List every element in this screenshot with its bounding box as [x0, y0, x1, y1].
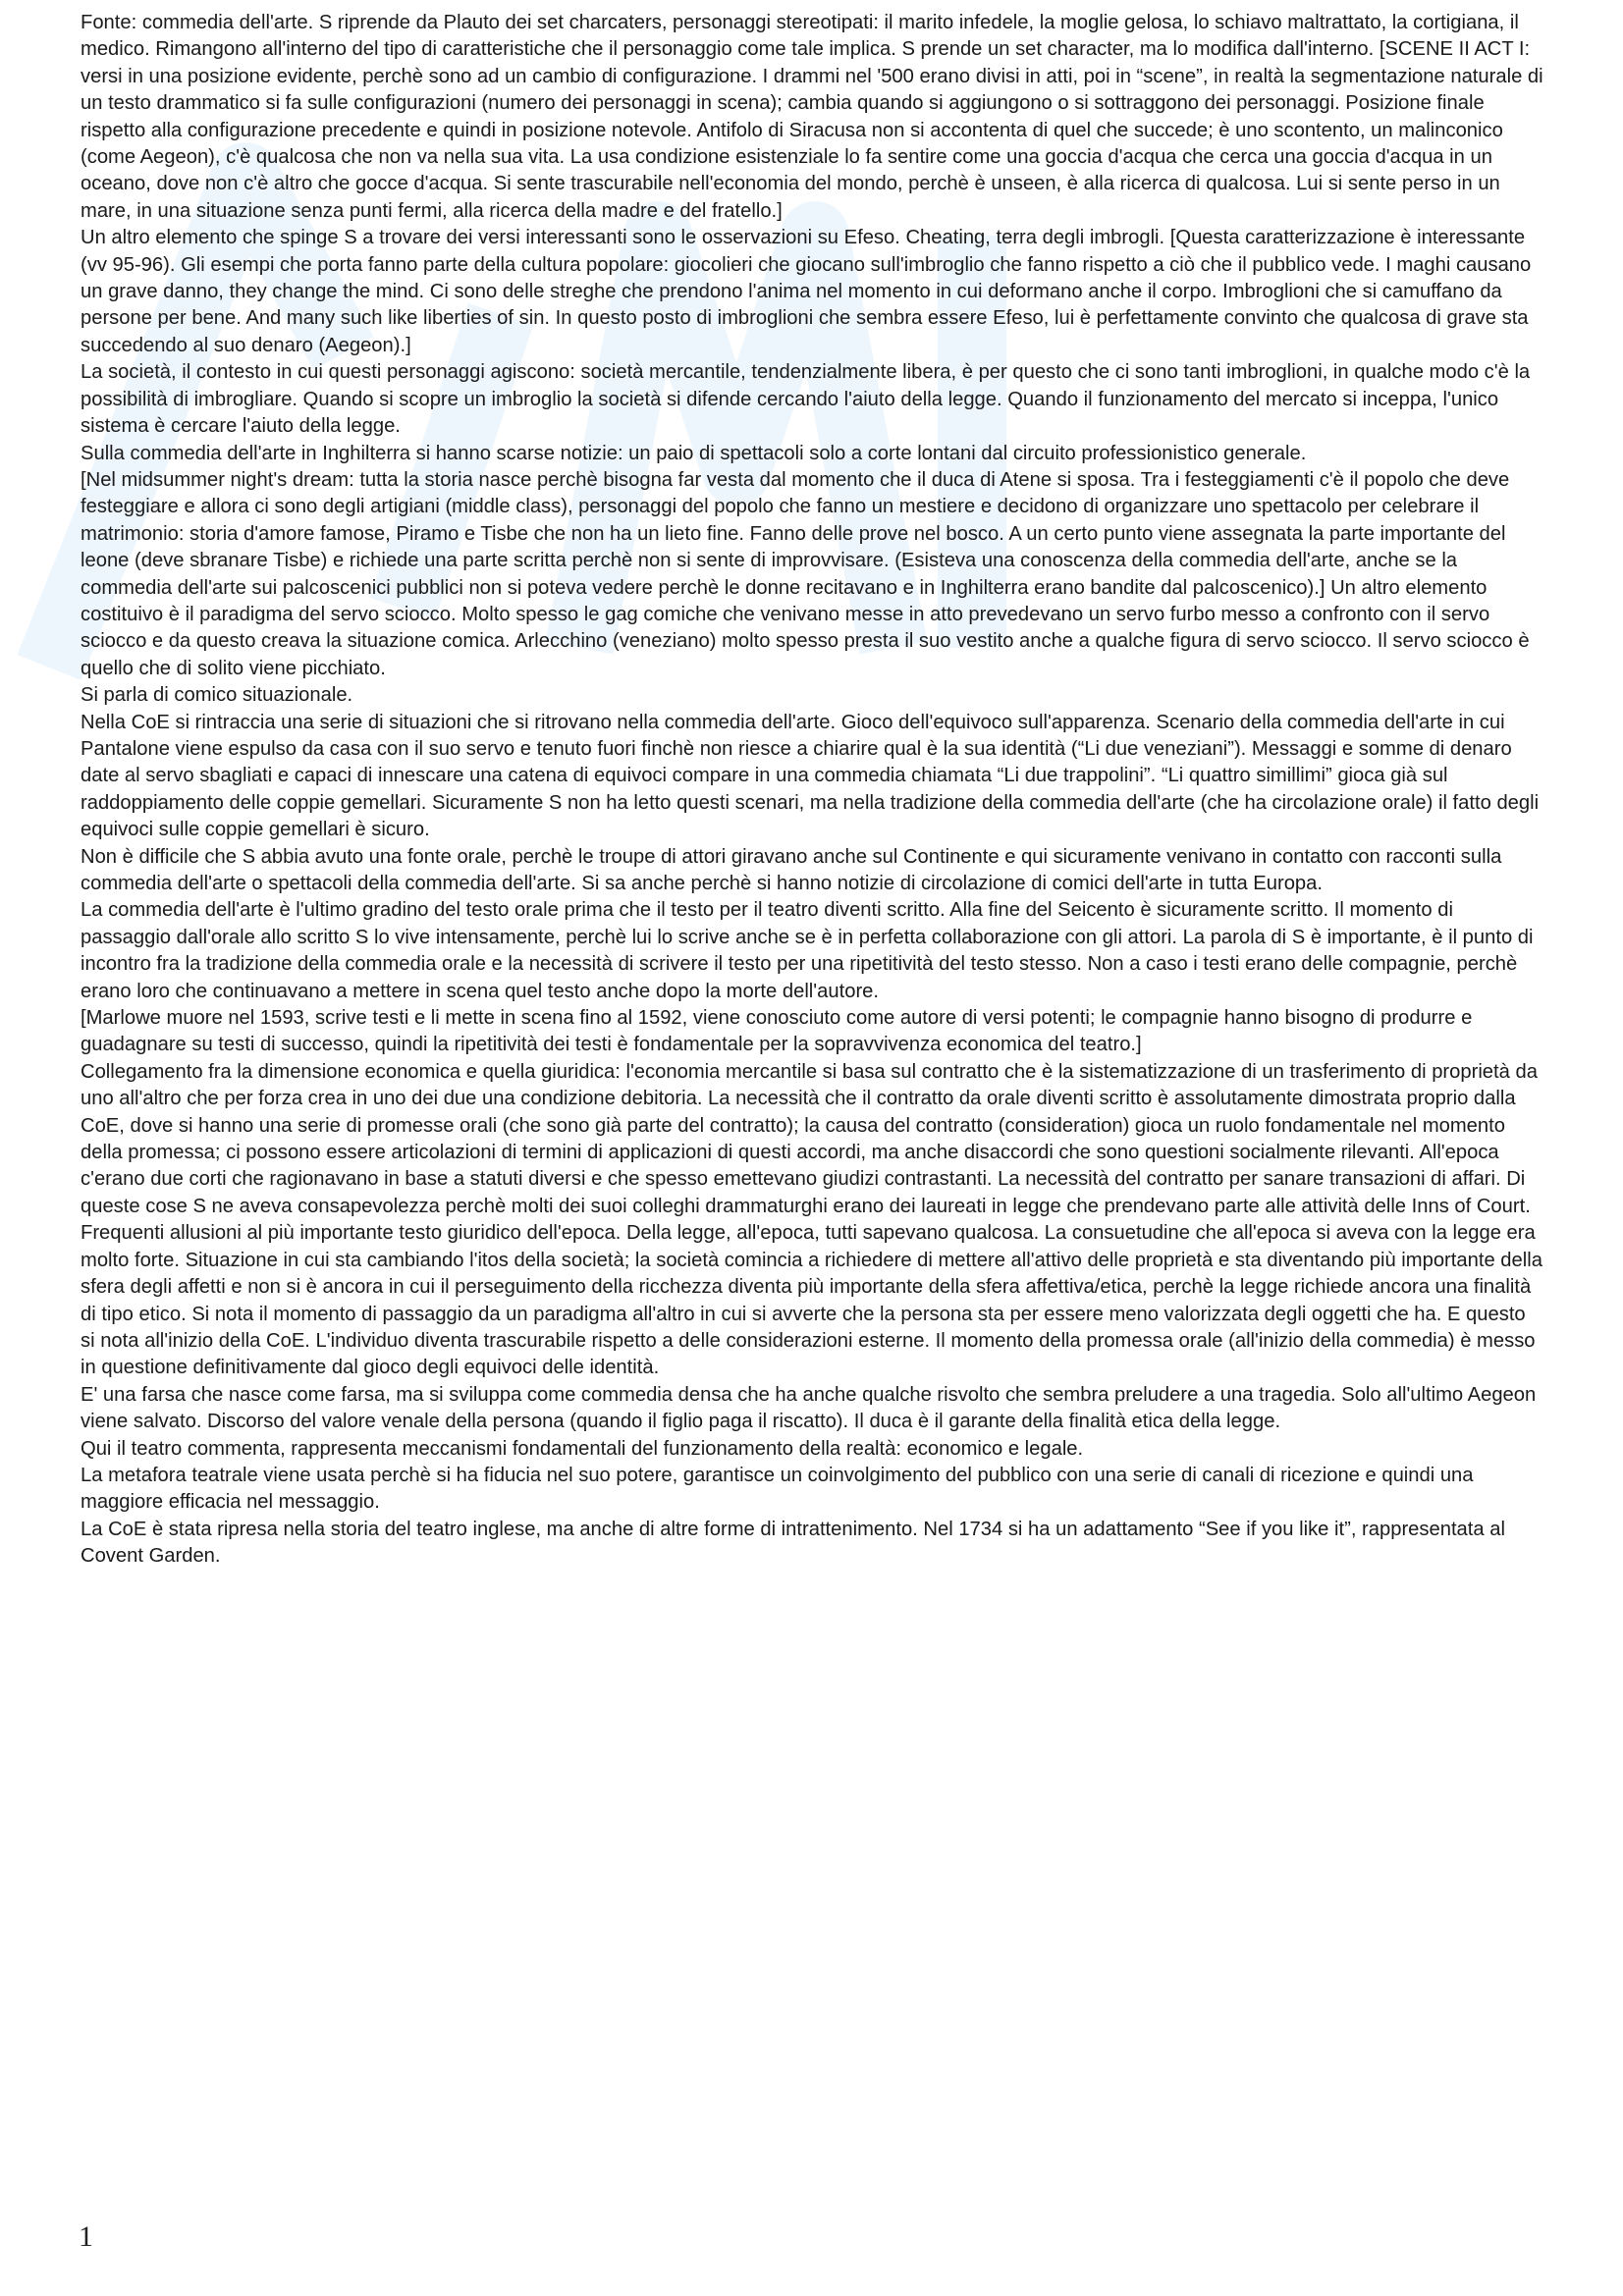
paragraph: [Nel midsummer night's dream: tutta la storia nasce perchè bisogna far vesta dal momento che il duca di Atene si sposa. Tra i festeggiamenti c'è il popolo che deve festeggiare e allora ci sono degli artigiani (middle class), personaggi del popolo che fanno un mestiere e decidono di organizzare uno spettacolo per celebrare il matrimonio: storia d'amore famose, Piramo e Tisbe che non ha un lieto fine. Fanno delle prove nel bosco. A un certo punto viene assegnata la parte importante del leone (deve sbranare Tisbe) e richiede una parte scritta perchè non si sente di improvvisare. (Esisteva una conoscenza della commedia dell'arte, anche se la commedia dell'arte sui palcoscenici pubblici non si poteva vedere perchè le donne recitavano e in Inghilterra erano bandite dal palcoscenico).] Un altro elemento costituivo è il paradigma del servo sciocco. Molto spesso le gag comiche che venivano messe in atto prevedevano un servo furbo messo a confronto con il servo sciocco e da questo creava la situazione comica. Arlecchino (veneziano) molto spesso presta il suo vestito anche a qualche figura di servo sciocco. Il servo sciocco è quello che di solito viene picchiato. — [81, 468, 1530, 679]
paragraph: La metafora teatrale viene usata perchè si ha fiducia nel suo potere, garantisce un coinvolgimento del pubblico con una serie di canali di ricezione e quindi una maggiore efficacia nel messaggio. — [81, 1464, 1474, 1514]
paragraph: Qui il teatro commenta, rappresenta meccanismi fondamentali del funzionamento della realtà: economico e legale. — [81, 1437, 1084, 1460]
paragraph: Nella CoE si rintraccia una serie di situazioni che si ritrovano nella commedia dell'arte. Gioco dell'equivoco sull'apparenza. Scenario della commedia dell'arte in cui Pantalone viene espulso da casa con il suo servo e tenuto fuori finchè non riesce a chiarire qual è la sua identità (“Li due veneziani”). Messaggi e somme di denaro date al servo sbagliati e capaci di innescare una catena di equivoci compare in una commedia chiamata “Li due trappolini”. “Li quattro simillimi” gioca già sul raddoppiamento delle coppie gemellari. Sicuramente S non ha letto questi scenari, ma nella tradizione della commedia dell'arte (che ha circolazione orale) il fatto degli equivoci sulle coppie gemellari è sicuro. — [81, 711, 1540, 841]
paragraph: La società, il contesto in cui questi personaggi agiscono: società mercantile, tendenzialmente libera, è per questo che ci sono tanti imbroglioni, in qualche modo c'è la possibilità di imbrogliare. Quando si scopre un imbroglio la società si difende cercando l'aiuto della legge. Quando il funzionamento del mercato si inceppa, l'unico sistema è cercare l'aiuto della legge. — [81, 361, 1531, 438]
document-body — [81, 10, 1543, 1571]
paragraph: [Marlowe muore nel 1593, scrive testi e li mette in scena fino al 1592, viene conosciuto come autore di versi potenti; le compagnie hanno bisogno di produrre e guadagnare su testi di successo, quindi la ripetitività dei testi è fondamentale per la sopravvivenza economica del teatro.] — [81, 1007, 1473, 1056]
paragraph: La CoE è stata ripresa nella storia del teatro inglese, ma anche di altre forme di intrattenimento. Nel 1734 si ha un adattamento “See if you like it”, rappresentata al Covent Garden. — [81, 1518, 1505, 1568]
paragraph: Collegamento fra la dimensione economica e quella giuridica: l'economia mercantile si basa sul contratto che è la sistematizzazione di un trasferimento di proprietà da uno all'altro che per forza crea in uno dei due una condizione debitoria. La necessità che il contratto da orale diventi scritto è assolutamente dimostrata proprio dalla CoE, dove si hanno una serie di promesse orali (che sono già parte del contratto); la causa del contratto (consideration) gioca un ruolo fondamentale nel momento della promessa; ci possono essere articolazioni di termini di applicazioni di questi accordi, ma anche disaccordi che sono questioni socialmente rilevanti. All'epoca c'erano due corti che ragionavano in base a statuti diversi e che spesso emettevano giudizi contrastanti. La necessità del contratto per sanare transazioni di affari. Di queste cose S ne aveva consapevolezza perchè molti dei suoi colleghi drammaturghi erano dei laureati in legge che prendevano parte alle attività delle Inns of Court. Frequenti allusioni al più importante testo giuridico dell'epoca. Della legge, all'epoca, tutti sapevano qualcosa. La consuetudine che all'epoca si aveva con la legge era molto forte. Situazione in cui sta cambiando l'itos della società; la società comincia a richiedere di mettere all'attivo delle proprietà e sta diventando più importante della sfera degli affetti e non si è ancora in cui il perseguimento della ricchezza diventa più importante della sfera affettiva/etica, perchè la legge richiede ancora una finalità di tipo etico. Si nota il momento di passaggio da un paradigma all'altro in cui si avverte che la persona sta per essere meno valorizzata degli oggetti che ha. E questo si nota all'inizio della CoE. L'individuo diventa trascurabile rispetto a delle considerazioni esterne. Il momento della promessa orale (all'inizio della commedia) è messo in questione definitivamente dal gioco degli equivoci delle identità. — [81, 1060, 1542, 1379]
paragraph: Sulla commedia dell'arte in Inghilterra si hanno scarse notizie: un paio di spettacoli solo a corte lontani dal circuito professionistico generale. — [81, 442, 1307, 464]
paragraph: Fonte: commedia dell'arte. S riprende da Plauto dei set charcaters, personaggi stereotipati: il marito infedele, la moglie gelosa, lo schiavo maltrattato, la cortigiana, il medico. Rimangono all'interno del tipo di caratteristiche che il personaggio come tale implica. S prende un set character, ma lo modifica dall'interno. [SCENE II ACT I: versi in una posizione evidente, perchè sono ad un cambio di configurazione. I drammi nel '500 erano divisi in atti, poi in “scene”, in realtà la segmentazione naturale di un testo drammatico si fa sulle configurazioni (numero dei personaggi in scena); cambia quando si aggiungono o si sottraggono dei personaggi. Posizione finale rispetto alla configurazione precedente e quindi in posizione notevole. Antifolo di Siracusa non si accontenta di quel che succede; è uno scontento, un malinconico (come Aegeon), c'è qualcosa che non va nella sua vita. La usa condizione esistenziale lo fa sentire come una goccia d'acqua che cerca una goccia d'acqua in un oceano, dove non c'è altro che gocce d'acqua. Si sente trascurabile nell'economia del mondo, perchè è unseen, è alla ricerca di qualcosa. Lui si sente perso in un mare, in una situazione senza punti fermi, alla ricerca della madre e del fratello.] — [81, 12, 1543, 222]
paragraph: Un altro elemento che spinge S a trovare dei versi interessanti sono le osservazioni su Efeso. Cheating, terra degli imbrogli. [Questa caratterizzazione è interessante (vv 95-96). Gli esempi che porta fanno parte della cultura popolare: giocolieri che giocano sull'imbroglio che fanno rispetto a ciò che il pubblico vede. I maghi causano un grave danno, they change the mind. Ci sono delle streghe che prendono l'anima nel momento in cui deformano anche il corpo. Imbroglioni che si camuffano da persone per bene. And many such like liberties of sin. In questo posto di imbroglioni che sembra essere Efeso, lui è perfettamente convinto che qualcosa di grave sta succedendo al suo denaro (Aegeon).] — [81, 227, 1532, 356]
paragraph: Non è difficile che S abbia avuto una fonte orale, perchè le troupe di attori giravano anche sul Continente e qui sicuramente venivano in contatto con racconti sulla commedia dell'arte o spettacoli della commedia dell'arte. Si sa anche perchè si hanno notizie di circolazione di comici dell'arte in tutta Europa. — [81, 845, 1502, 894]
page-number: 1 — [79, 2220, 93, 2253]
paragraph: La commedia dell'arte è l'ultimo gradino del testo orale prima che il testo per il teatro diventi scritto. Alla fine del Seicento è sicuramente scritto. Il momento di passaggio dall'orale allo scritto S lo vive intensamente, perchè lui lo scrive anche se è in perfetta collaborazione con gli attori. La parola di S è importante, è il punto di incontro fra la tradizione della commedia orale e la necessità di scrivere il testo per una ripetitività del testo stesso. Non a caso i testi erano delle compagnie, perchè erano loro che continuavano a mettere in scena quel testo anche dopo la morte dell'autore. — [81, 899, 1534, 1002]
paragraph: E' una farsa che nasce come farsa, ma si sviluppa come commedia densa che ha anche qualche risvolto che sembra preludere a una tragedia. Solo all'ultimo Aegeon viene salvato. Discorso del valore venale della persona (quando il figlio paga il riscatto). Il duca è il garante della finalità etica della legge. — [81, 1383, 1537, 1433]
paragraph: Si parla di comico situazionale. — [81, 684, 353, 707]
